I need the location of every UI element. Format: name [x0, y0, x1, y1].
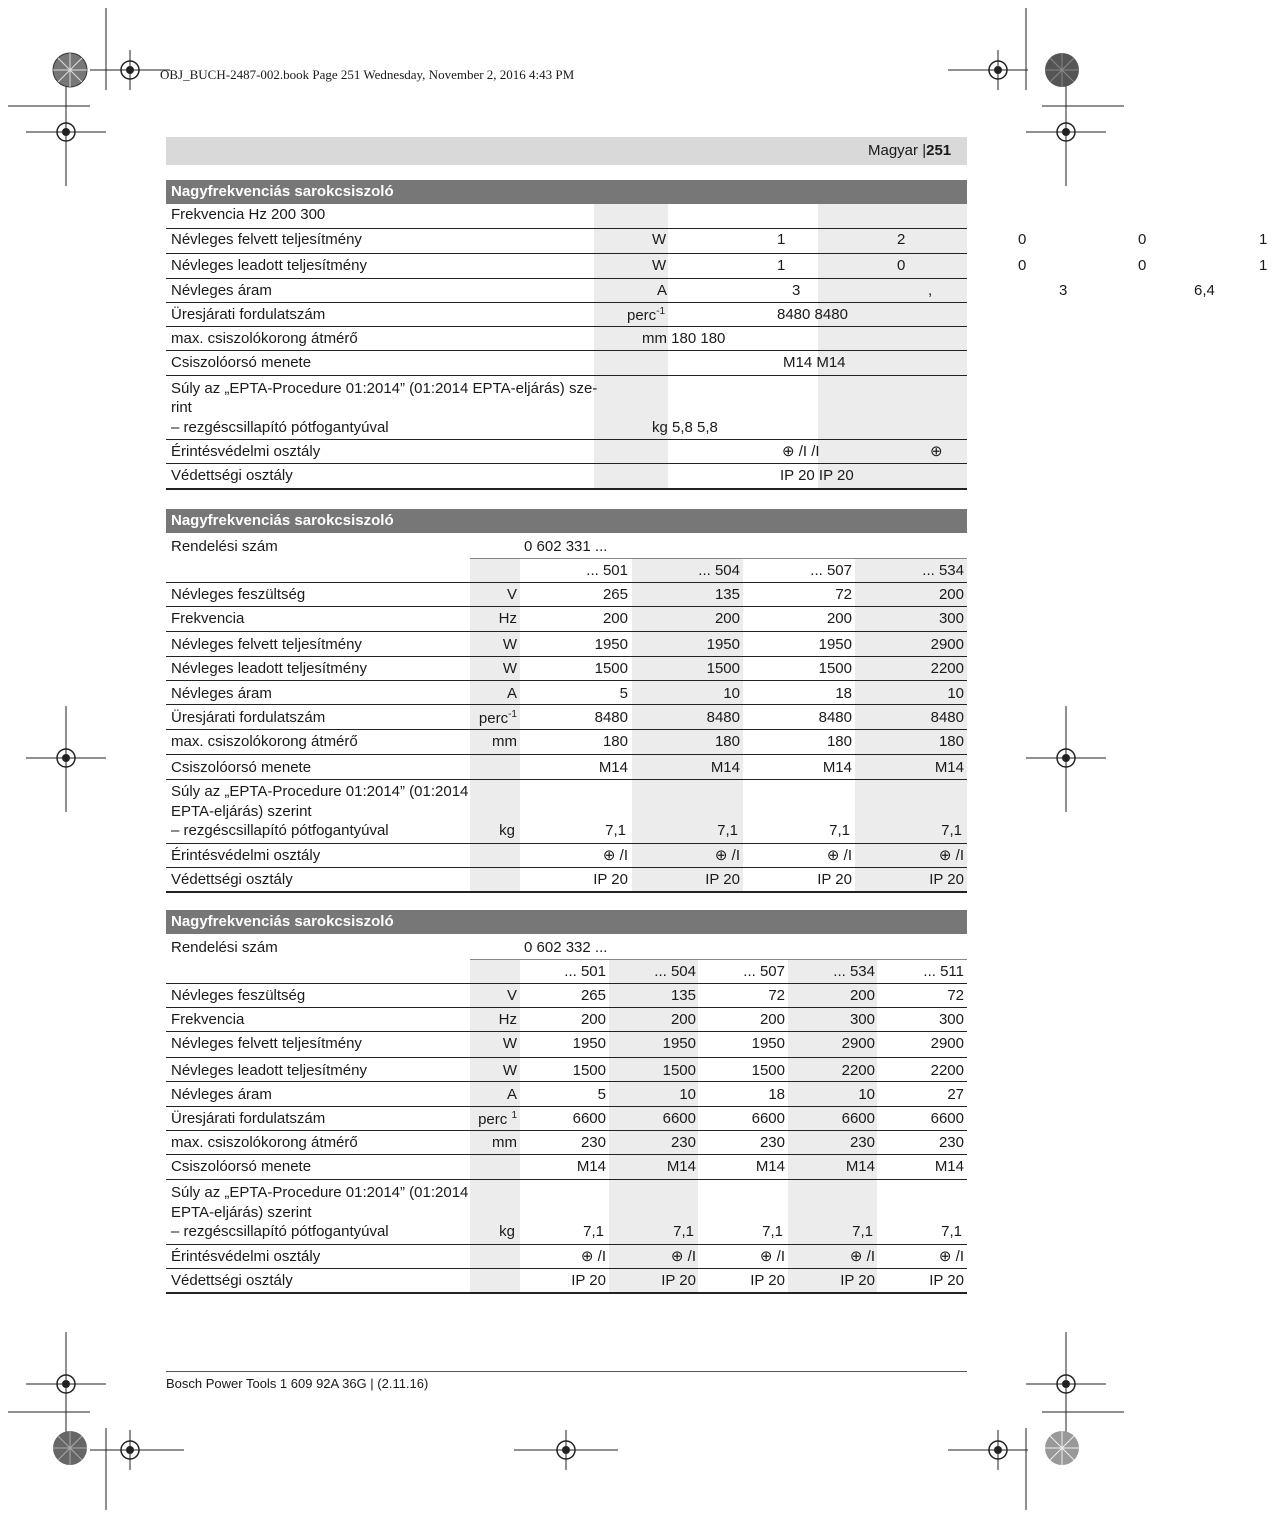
- unit: W: [652, 231, 667, 248]
- protection-class-icon: ⊕ /I: [938, 847, 964, 864]
- row-label: Névleges felvett teljesítmény: [171, 1035, 362, 1052]
- row-label: – rezgéscsillapító pótfogantyúval: [171, 419, 389, 436]
- value: 200: [759, 1011, 785, 1028]
- table-title: Nagyfrekvenciás sarokcsiszoló: [171, 183, 394, 200]
- value: 200: [580, 1011, 606, 1028]
- value: 200: [670, 1011, 696, 1028]
- value: 2: [897, 231, 906, 248]
- page-header: Magyar |251: [868, 142, 952, 159]
- value: 10: [858, 1086, 875, 1103]
- unit: V: [506, 586, 517, 603]
- value: 6600: [930, 1110, 964, 1127]
- unit: W: [502, 1062, 517, 1079]
- row-label: – rezgéscsillapító pótfogantyúval: [171, 822, 389, 839]
- value: 6600: [841, 1110, 875, 1127]
- value: IP 20: [571, 1272, 606, 1289]
- row-label: Üresjárati fordulatszám: [171, 1110, 326, 1127]
- value: 7,1: [673, 1223, 694, 1240]
- value: 300: [938, 1011, 964, 1028]
- row-label: rint: [171, 399, 192, 416]
- value: 200: [714, 610, 740, 627]
- row-label: EPTA-eljárás) szerint: [171, 803, 312, 820]
- unit: W: [652, 257, 667, 274]
- value: 2900: [930, 636, 964, 653]
- value: IP 20: [817, 871, 852, 888]
- unit: perc$^{-1}$: [627, 306, 666, 324]
- protection-class-icon: ⊕: [930, 443, 943, 460]
- value: M14: [755, 1158, 785, 1175]
- footer-rule: [166, 1371, 967, 1372]
- value: 1950: [594, 636, 628, 653]
- value: 6600: [572, 1110, 606, 1127]
- column-header: ... 501: [586, 562, 628, 579]
- value: 0: [897, 257, 906, 274]
- page-number: 251: [926, 142, 952, 159]
- row-label: max. csiszolókorong átmérő: [171, 1134, 358, 1151]
- value: 72: [768, 987, 785, 1004]
- value: 1: [777, 231, 786, 248]
- value: 1950: [662, 1035, 696, 1052]
- value: 265: [602, 586, 628, 603]
- value: 1950: [751, 1035, 785, 1052]
- unit: A: [506, 1086, 517, 1103]
- row-label: Érintésvédelmi osztály: [171, 443, 321, 460]
- value: 72: [947, 987, 964, 1004]
- value: 200: [826, 610, 852, 627]
- print-slug: OBJ_BUCH-2487-002.book Page 251 Wednesday, November 2, 2016 4:43 PM: [160, 67, 575, 82]
- value: 7,1: [852, 1223, 873, 1240]
- unit: W: [502, 1035, 517, 1052]
- value: 230: [849, 1134, 875, 1151]
- row-label: Névleges leadott teljesítmény: [171, 660, 367, 677]
- value: 6600: [662, 1110, 696, 1127]
- unit: mm: [492, 733, 517, 750]
- protection-class-icon: ⊕ /I: [826, 847, 852, 864]
- row-label: Súly az „EPTA-Procedure 01:2014” (01:2014 EPTA-eljárás) sze-: [171, 380, 598, 397]
- value: IP 20: [750, 1272, 785, 1289]
- value: 200: [602, 610, 628, 627]
- column-header: ... 501: [564, 963, 606, 980]
- value: 135: [714, 586, 740, 603]
- value: 10: [947, 685, 964, 702]
- row-label: Súly az „EPTA-Procedure 01:2014” (01:2014: [171, 1184, 469, 1201]
- value: 230: [580, 1134, 606, 1151]
- value: 2200: [930, 1062, 964, 1079]
- value: M14: [598, 759, 628, 776]
- value: M14: [845, 1158, 875, 1175]
- value: 10: [723, 685, 740, 702]
- order-number-label: Rendelési szám: [171, 939, 278, 956]
- unit: A: [657, 282, 668, 299]
- value: ,: [928, 282, 933, 299]
- value: 18: [768, 1086, 785, 1103]
- value: M14: [934, 759, 964, 776]
- unit: W: [502, 660, 517, 677]
- value: IP 20: [929, 1272, 964, 1289]
- value: 3: [792, 282, 801, 299]
- value: 27: [947, 1086, 964, 1103]
- value: 7,1: [941, 1223, 962, 1240]
- value: 230: [938, 1134, 964, 1151]
- unit: A: [506, 685, 517, 702]
- unit: kg: [499, 1223, 515, 1240]
- value: 1500: [751, 1062, 785, 1079]
- value: 2900: [841, 1035, 875, 1052]
- value: 135: [670, 987, 696, 1004]
- value: IP 20 IP 20: [780, 467, 854, 484]
- unit: mm: [492, 1134, 517, 1151]
- protection-class-icon: ⊕ /I: [670, 1248, 696, 1265]
- column-header: ... 534: [833, 963, 875, 980]
- value: 1950: [818, 636, 852, 653]
- row-label: Névleges feszültség: [171, 586, 306, 603]
- row-label: Védettségi osztály: [171, 871, 293, 888]
- row-label: Védettségi osztály: [171, 1272, 293, 1289]
- value: 10: [679, 1086, 696, 1103]
- value: IP 20: [929, 871, 964, 888]
- value: 8480: [706, 709, 740, 726]
- row-label: Súly az „EPTA-Procedure 01:2014” (01:2014: [171, 783, 469, 800]
- row-label: Névleges felvett teljesítmény: [171, 231, 362, 248]
- row-label: Védettségi osztály: [171, 467, 293, 484]
- protection-class-icon: ⊕ /I /I: [782, 443, 820, 460]
- value: IP 20: [661, 1272, 696, 1289]
- value: 300: [938, 610, 964, 627]
- row-label: Csiszolóorsó menete: [171, 354, 312, 371]
- table-title: Nagyfrekvenciás sarokcsiszoló: [171, 913, 394, 930]
- value: 18: [835, 685, 852, 702]
- value: 300: [849, 1011, 875, 1028]
- value: 5: [597, 1086, 606, 1103]
- row-label: Üresjárati fordulatszám: [171, 306, 326, 323]
- value: 7,1: [717, 822, 738, 839]
- value: 8480 8480: [777, 306, 848, 323]
- value: kg 5,8 5,8: [652, 419, 718, 436]
- value: 7,1: [583, 1223, 604, 1240]
- column-header: ... 534: [922, 562, 964, 579]
- row-label: EPTA-eljárás) szerint: [171, 1204, 312, 1221]
- value: 200: [938, 586, 964, 603]
- value: 180: [602, 733, 628, 750]
- protection-class-icon: ⊕ /I: [759, 1248, 785, 1265]
- value: 230: [670, 1134, 696, 1151]
- value: 180: [714, 733, 740, 750]
- column-header: ... 507: [810, 562, 852, 579]
- row-label: Névleges felvett teljesítmény: [171, 636, 362, 653]
- value: M14 M14: [783, 354, 846, 371]
- footer-text: Bosch Power Tools 1 609 92A 36G | (2.11.16): [166, 1376, 429, 1391]
- row-label: max. csiszolókorong átmérő: [171, 733, 358, 750]
- unit: V: [506, 987, 517, 1004]
- row-label: Névleges áram: [171, 685, 272, 702]
- color-wheel-icon: [52, 1430, 88, 1466]
- value: M14: [934, 1158, 964, 1175]
- value: 1500: [662, 1062, 696, 1079]
- protection-class-icon: ⊕ /I: [714, 847, 740, 864]
- value: 2200: [841, 1062, 875, 1079]
- value: 7,1: [605, 822, 626, 839]
- row-label: Érintésvédelmi osztály: [171, 847, 321, 864]
- color-wheel-icon: [1044, 1430, 1080, 1466]
- value: 200: [849, 987, 875, 1004]
- value: 8480: [930, 709, 964, 726]
- row-label: Frekvencia: [171, 610, 245, 627]
- row-label: max. csiszolókorong átmérő: [171, 330, 358, 347]
- row-label: Frekvencia: [171, 1011, 245, 1028]
- value: 1950: [572, 1035, 606, 1052]
- protection-class-icon: ⊕ /I: [938, 1248, 964, 1265]
- value: 5: [619, 685, 628, 702]
- row-label: Csiszolóorsó menete: [171, 1158, 312, 1175]
- value: 2200: [930, 660, 964, 677]
- value: 8480: [818, 709, 852, 726]
- value: IP 20: [593, 871, 628, 888]
- row-label: Üresjárati fordulatszám: [171, 709, 326, 726]
- column-header: ... 504: [698, 562, 740, 579]
- value: mm 180 180: [642, 330, 726, 347]
- protection-class-icon: ⊕ /I: [580, 1248, 606, 1265]
- unit: perc $^1$: [478, 1110, 517, 1128]
- column-header: ... 511: [923, 963, 964, 980]
- value: 2900: [930, 1035, 964, 1052]
- value: 1500: [594, 660, 628, 677]
- order-number-prefix: 0 602 331 ...: [524, 538, 608, 555]
- unit: Hz: [498, 1011, 517, 1028]
- value: 180: [938, 733, 964, 750]
- color-wheel-icon: [1044, 52, 1080, 88]
- order-number-label: Rendelési szám: [171, 538, 278, 555]
- value: 7,1: [829, 822, 850, 839]
- value: IP 20: [705, 871, 740, 888]
- protection-class-icon: ⊕ /I: [602, 847, 628, 864]
- value: 6600: [751, 1110, 785, 1127]
- row-label: Frekvencia Hz 200 300: [171, 206, 326, 223]
- value: 1500: [818, 660, 852, 677]
- row-label: – rezgéscsillapító pótfogantyúval: [171, 1223, 389, 1240]
- value: M14: [710, 759, 740, 776]
- value: 7,1: [941, 822, 962, 839]
- row-label: Érintésvédelmi osztály: [171, 1248, 321, 1265]
- row-label: Névleges leadott teljesítmény: [171, 1062, 367, 1079]
- value: 1500: [572, 1062, 606, 1079]
- value: 230: [759, 1134, 785, 1151]
- unit: W: [502, 636, 517, 653]
- value: 265: [580, 987, 606, 1004]
- unit: perc$^{-1}$: [478, 709, 517, 727]
- value: 1: [777, 257, 786, 274]
- row-label: Csiszolóorsó menete: [171, 759, 312, 776]
- protection-class-icon: ⊕ /I: [849, 1248, 875, 1265]
- value: M14: [822, 759, 852, 776]
- unit: Hz: [498, 610, 517, 627]
- row-label: Névleges leadott teljesítmény: [171, 257, 367, 274]
- order-number-prefix: 0 602 332 ...: [524, 939, 608, 956]
- table-title: Nagyfrekvenciás sarokcsiszoló: [171, 512, 394, 529]
- column-header: ... 507: [743, 963, 785, 980]
- value: IP 20: [840, 1272, 875, 1289]
- value: M14: [666, 1158, 696, 1175]
- color-wheel-icon: [52, 52, 88, 88]
- value: 8480: [594, 709, 628, 726]
- row-label: Névleges áram: [171, 282, 272, 299]
- language-label: Magyar: [868, 142, 919, 159]
- value: 1500: [706, 660, 740, 677]
- value: 7,1: [762, 1223, 783, 1240]
- unit: kg: [499, 822, 515, 839]
- row-label: Névleges feszültség: [171, 987, 306, 1004]
- value: 72: [835, 586, 852, 603]
- page-header-bar: [166, 137, 967, 165]
- row-label: Névleges áram: [171, 1086, 272, 1103]
- value: 180: [826, 733, 852, 750]
- column-header: ... 504: [654, 963, 696, 980]
- value: 1950: [706, 636, 740, 653]
- value: M14: [576, 1158, 606, 1175]
